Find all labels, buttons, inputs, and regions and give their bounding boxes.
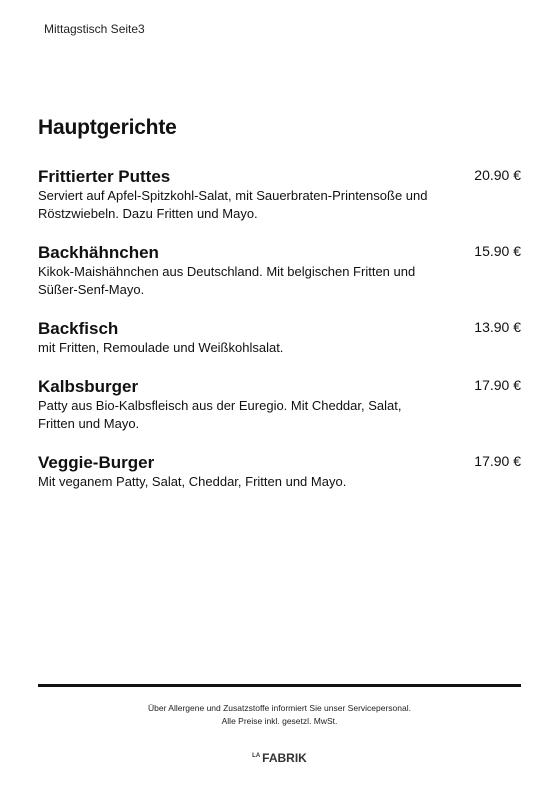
menu-item-description: Patty aus Bio-Kalbsfleisch aus der Euregio. Mit Cheddar, Salat, Fritten und Mayo.: [38, 398, 402, 431]
logo-prefix: LA: [252, 753, 261, 759]
menu-list: [38, 166, 521, 510]
brand-logo: [0, 751, 559, 765]
menu-item: [38, 166, 521, 223]
vat-notice: Alle Preise inkl. gesetzl. MwSt.: [221, 716, 338, 726]
menu-item-name: Frittierter Puttes: [38, 167, 171, 186]
menu-item-name: Backhähnchen: [38, 243, 159, 262]
menu-item-description: Kikok-Maishähnchen aus Deutschland. Mit belgischen Fritten und Süßer-Senf-Mayo.: [38, 264, 416, 297]
menu-item-description: Mit veganem Patty, Salat, Cheddar, Fritten und Mayo.: [38, 474, 347, 489]
document-title: Mittagstisch Seite3: [44, 22, 145, 36]
menu-item-price: 20.90 €: [474, 167, 521, 183]
menu-item-description: Serviert auf Apfel-Spitzkohl-Salat, mit Sauerbraten-Printensoße und Röstzwiebeln. Dazu Fritten und Mayo.: [38, 188, 428, 221]
menu-item-price: 13.90 €: [474, 319, 521, 335]
menu-item: [38, 318, 521, 357]
menu-item-name: Veggie-Burger: [38, 453, 155, 472]
menu-item-price: 15.90 €: [474, 243, 521, 259]
logo-wordmark: FABRIK: [262, 751, 307, 765]
menu-item-description: mit Fritten, Remoulade und Weißkohlsalat.: [38, 340, 284, 355]
menu-item-name: Kalbsburger: [38, 377, 139, 396]
menu-item-price: 17.90 €: [474, 453, 521, 469]
menu-item: [38, 242, 521, 299]
menu-item: [38, 452, 521, 491]
footer-divider: [38, 684, 521, 687]
menu-item: [38, 376, 521, 433]
menu-item-name: Backfisch: [38, 319, 119, 338]
allergen-notice: Über Allergene und Zusatzstoffe informiert Sie unser Servicepersonal.: [147, 703, 411, 713]
menu-item-price: 17.90 €: [474, 377, 521, 393]
section-title: Hauptgerichte: [38, 116, 177, 139]
